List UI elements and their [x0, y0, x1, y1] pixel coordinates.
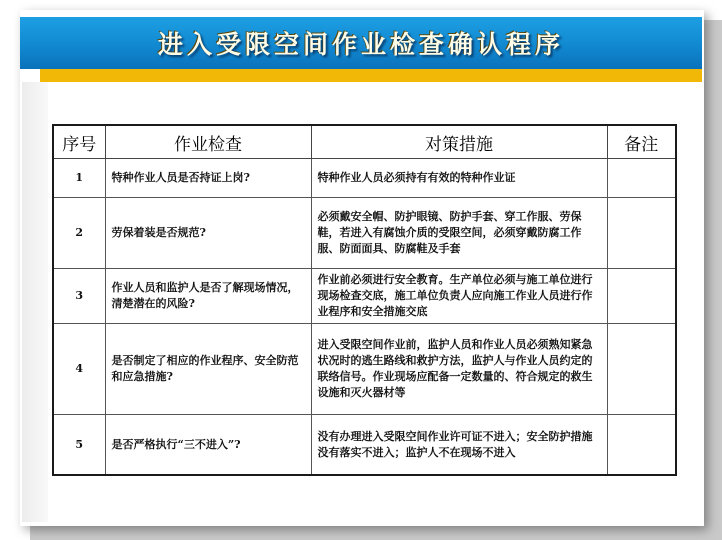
- row-check: 劳保着装是否规范?: [105, 198, 311, 269]
- row-number: 5: [53, 415, 105, 476]
- header-index: 序号: [53, 125, 105, 159]
- left-decor-strip: [22, 82, 48, 522]
- checklist-table: [52, 124, 677, 476]
- row-measure: 作业前必须进行安全教育。生产单位必须与施工单位进行现场检查交底，施工单位负责人应向施工作业人员进行作业程序和安全措施交底: [311, 269, 607, 324]
- row-measure: 必须戴安全帽、防护眼镜、防护手套、穿工作服、劳保鞋，若进入有腐蚀介质的受限空间，必须穿戴防腐工作服、防面面具、防腐鞋及手套: [311, 198, 607, 269]
- row-measure: 进入受限空间作业前，监护人员和作业人员必须熟知紧急状况时的逃生路线和救护方法，监护人与作业人员约定的联络信号。作业现场应配备一定数量的、符合规定的救生设施和灭火器材等: [311, 324, 607, 415]
- table-header-row: [53, 125, 676, 159]
- row-check: 作业人员和监护人是否了解现场情况，清楚潜在的风险?: [105, 269, 311, 324]
- row-check: 是否严格执行“三不进入”?: [105, 415, 311, 476]
- row-note: [607, 269, 676, 324]
- row-number: 2: [53, 198, 105, 269]
- gold-accent-bar: [40, 69, 702, 82]
- row-check: 特种作业人员是否持证上岗?: [105, 159, 311, 198]
- table-row: [53, 269, 676, 324]
- table-row: [53, 324, 676, 415]
- row-measure: 没有办理进入受限空间作业许可证不进入；安全防护措施没有落实不进入；监护人不在现场不进入: [311, 415, 607, 476]
- table-row: [53, 415, 676, 476]
- row-measure: 特种作业人员必须持有有效的特种作业证: [311, 159, 607, 198]
- row-note: [607, 198, 676, 269]
- row-note: [607, 324, 676, 415]
- header-note: 备注: [607, 125, 676, 159]
- row-note: [607, 159, 676, 198]
- row-number: 3: [53, 269, 105, 324]
- row-number: 1: [53, 159, 105, 198]
- page-title: 进入受限空间作业检查确认程序: [157, 30, 564, 59]
- row-check: 是否制定了相应的作业程序、安全防范和应急措施?: [105, 324, 311, 415]
- header-check: 作业检查: [105, 125, 311, 159]
- title-banner: [20, 17, 702, 69]
- row-number: 4: [53, 324, 105, 415]
- table-row: [53, 198, 676, 269]
- header-measure: 对策措施: [311, 125, 607, 159]
- table-row: [53, 159, 676, 198]
- row-note: [607, 415, 676, 476]
